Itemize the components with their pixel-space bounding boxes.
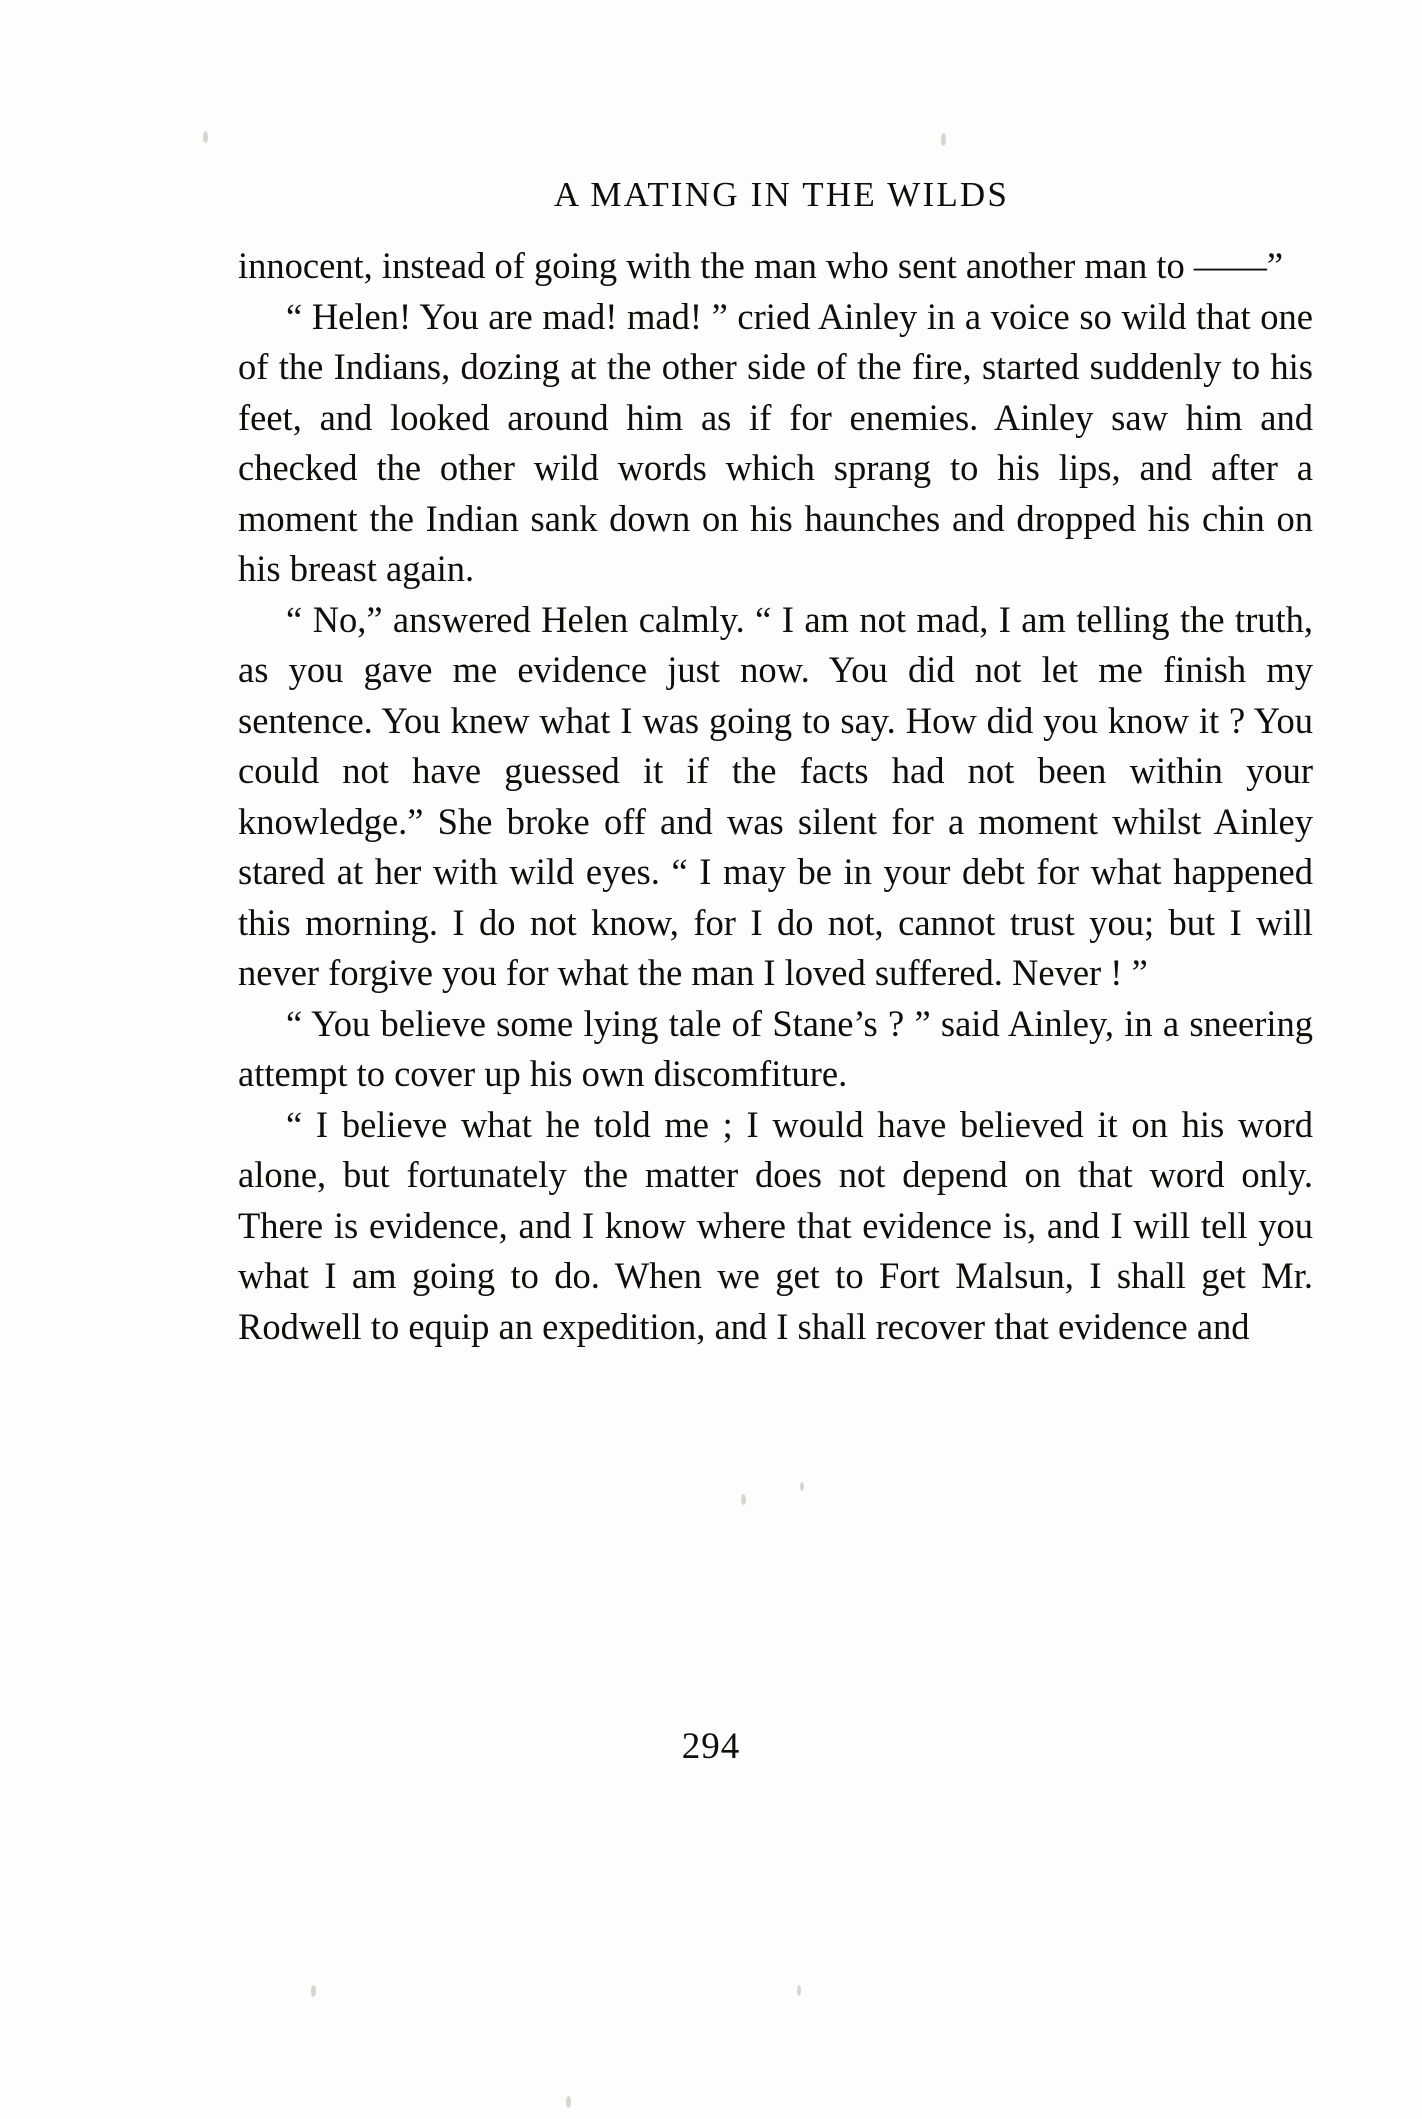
page-content (238, 175, 1313, 1352)
paragraph: innocent, instead of going with the man who sent another man to ——” (238, 245, 1284, 286)
scan-speck (566, 2096, 571, 2108)
paragraph: “ Helen! You are mad! mad! ” cried Ainley in a voice so wild that one of the Indians, dozing at the other side of the fire, started suddenly to his feet, and looked around him as if for enemies. Ainley saw him and checked the other wild words which sprang to his lips, and after a moment the Indian sank down on his haunches and dropped his chin on his breast again. (238, 295, 1313, 589)
scan-speck (941, 133, 946, 146)
page-number: 294 (681, 1726, 741, 1767)
scan-speck (203, 131, 208, 143)
running-head: A MATING IN THE WILDS (553, 175, 1010, 214)
scan-speck (311, 1985, 316, 1997)
scan-speck (741, 1494, 746, 1505)
scan-speck (797, 1985, 801, 1996)
paragraph: “ No,” answered Helen calmly. “ I am not mad, I am telling the truth, as you gave me evidence just now. You did not let me finish my sentence. You knew what I was going to say. How did you know it ? You could not have guessed it if the facts had not been within your knowledge.” She broke off and was silent for a moment whilst Ainley stared at her with wild eyes. “ I may be in your debt for what happened this morning. I do not know, for I do not, cannot trust you; but I will never forgive you for what the man I loved suffered. Never ! ” (238, 598, 1313, 993)
body-text (238, 241, 1313, 1352)
paragraph: “ You believe some lying tale of Stane’s ? ” said Ainley, in a sneering attempt to cover up his own discomfiture. (238, 1002, 1313, 1094)
paragraph: “ I believe what he told me ; I would have believed it on his word alone, but fortunately the matter does not depend on that word only. There is evidence, and I know where that evidence is, and I will tell you what I am going to do. When we get to Fort Malsun, I shall get Mr. Rodwell to equip an expedition, and I shall recover that evidence and (238, 1103, 1313, 1347)
scan-speck (800, 1482, 804, 1491)
